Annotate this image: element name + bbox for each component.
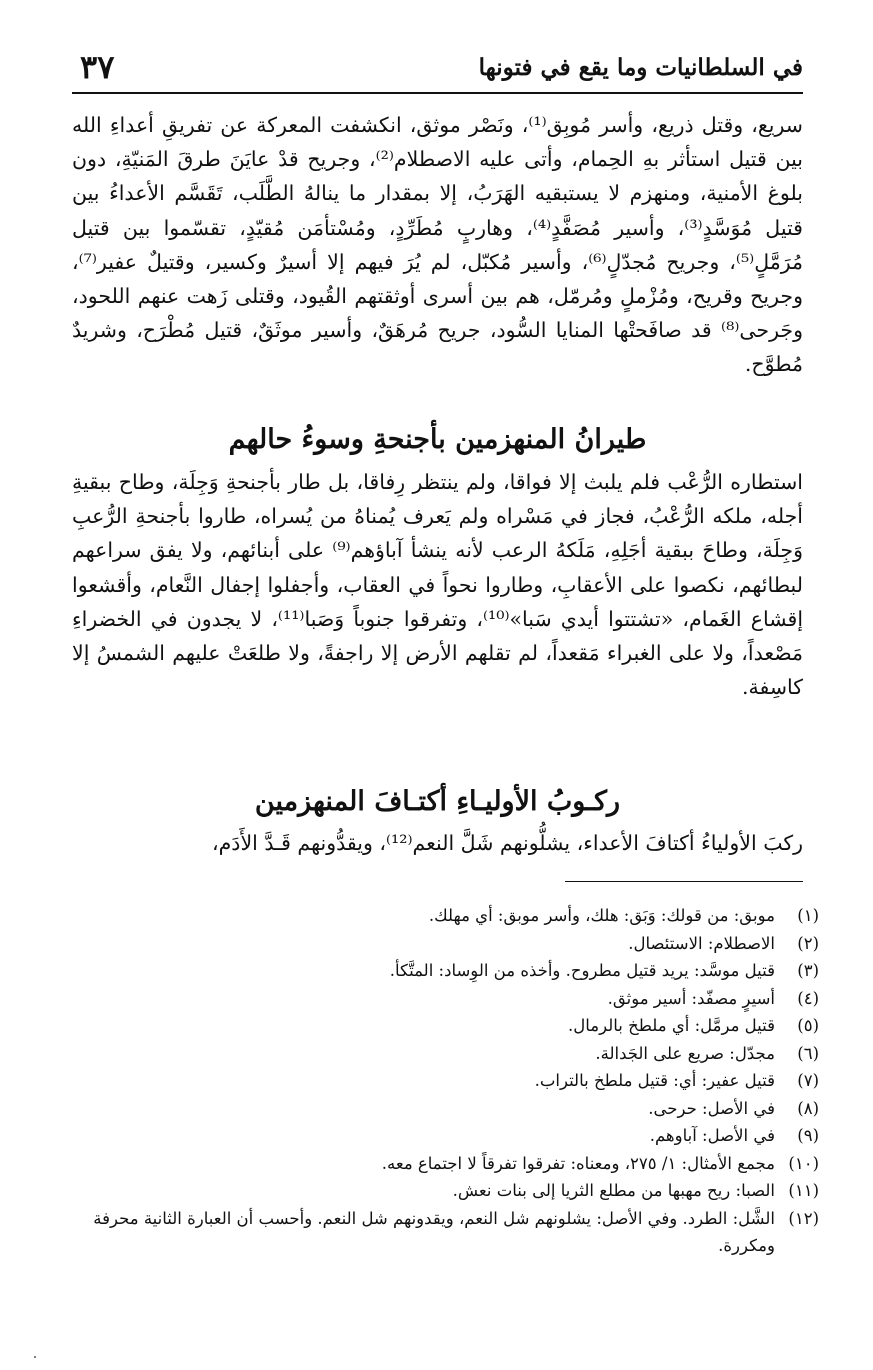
footnote-text: مجمع الأمثال: ١/ ٢٧٥، ومعناه: تفرقوا تفرقاً لا اجتماع معه. — [381, 1153, 775, 1173]
footnote-item — [72, 1150, 819, 1178]
footnote-text: في الأصل: آباوهم. — [649, 1126, 775, 1145]
footnote-number: (٧) — [797, 1071, 819, 1090]
footnote-number: (٨) — [797, 1098, 819, 1118]
header-rule — [72, 92, 803, 94]
footnote-item — [72, 1012, 819, 1040]
footnote-text: قتيل مرمَّل: أي ملطخ بالرمال. — [568, 1016, 775, 1035]
footnote-text: قتيل موسَّد: يريد قتيل مطروح. وأخذه من الوِساد: المتَّكأ. — [389, 961, 775, 980]
footnote-text: موبق: من قولك: وَبَق: هلك، وأسر موبق: أي مهلك. — [428, 906, 775, 925]
footnote-item — [72, 930, 819, 958]
footnote-number: (١٢) — [788, 1208, 819, 1228]
footnote-item — [72, 1205, 819, 1260]
footnote-item — [72, 1122, 819, 1150]
footnote-text: في الأصل: حرحى. — [648, 1098, 775, 1118]
footnotes-list — [72, 902, 819, 1260]
footnote-item — [72, 985, 819, 1013]
footnote-number: (١) — [797, 906, 819, 925]
footnote-number: (٩) — [797, 1126, 819, 1145]
footnote-number: (٢) — [797, 933, 819, 953]
page-header — [72, 46, 803, 90]
footnote-text: الصبا: ريح مهبها من مطلع الثريا إلى بنات نعش. — [452, 1181, 775, 1200]
footnote-text: الشَّل: الطرد. وفي الأصل: يشلونهم شل النعم، ويقدونهم شل النعم. وأحسب أن العبارة الثانية محرفة ومكررة. — [93, 1208, 775, 1255]
section-heading-pursuit: ركـوبُ الأوليـاءِ أكتـافَ المنهزمين — [254, 786, 621, 817]
footnote-item — [72, 1040, 819, 1068]
footnote-text: أسيرٍ مصفّد: أسير موثق. — [607, 988, 775, 1008]
footnote-text: الاصطلام: الاستئصال. — [628, 933, 775, 953]
footnote-number: (٣) — [797, 961, 819, 980]
page-number: ٣٧ — [80, 48, 115, 86]
footnote-item — [72, 1095, 819, 1123]
footnote-item — [72, 1067, 819, 1095]
footnote-number: (٤) — [797, 988, 819, 1008]
intro-paragraph: سريع، وقتل ذريع، وأسر مُوبِق⁽¹⁾، ونَصْر موثق، انكشفت المعركة عن تفريقِ أعداءِ الله بين قتيل استأثر بهِ الحِمام، وأتى عليه الاصطلام⁽²⁾، وجريح قدْ عايَنَ طرقَ المَنيّةِ، دون بلوغ الأمنية، ومنهزم لا يستبقيه الهَرَبُ، إلا بمقدار ما ينالهُ الطَّلَب، تَقَسَّم الأعداءُ بين قتيل مُوَسَّدٍ⁽³⁾، وأسير مُصَفَّدٍ⁽⁴⁾، وهاربٍ مُطَرِّدٍ، ومُسْتأمَن مُقيّدٍ، تقسّموا بين قتيل مُرَمَّلٍ⁽⁵⁾، وجريح مُجدّلٍ⁽⁶⁾، وأسير مُكبّل، لم يُرَ فيهم إلا أسيرٌ وكسير، وقتيلٌ عفير⁽⁷⁾، وجريح وقريح، ومُزْملٍ ومُرمّل، هم بين أسرى أوثقتهم القُيود، وقتلى زَهت عنهم اللحود، وجَرحى⁽⁸⁾ قد صافَحتْها المنايا السُّود، جريح مُرهَقٌ، وأسير موثَقٌ، قتيل مُطْرَح، وشريدٌ مُطوَّح. — [72, 113, 803, 377]
running-title: في السلطانيات وما يقع في فتونها — [478, 54, 803, 81]
footnote-item — [72, 902, 819, 930]
footnote-text: قتيل عفير: أي: قتيل ملطخ بالتراب. — [534, 1071, 775, 1090]
footnote-text: مجدّل: صريع على الجَدالة. — [595, 1043, 775, 1063]
scan-speck — [34, 1356, 36, 1358]
flight-paragraph: استطاره الرُّعْب فلم يلبث إلا فواقا، ولم ينتظر رِفاقا، بل طار بأجنحةِ وَجِلَة، وطاح ببقيةِ أجله، ملكه الرُّعْبُ، فجاز في مَسْراه ولم يَعرف يُمناهُ من يُسراه، طاروا بأجنحةِ الرُّعبِ وَجِلَة، وطاحَ ببقية أجَلِهِ، مَلَكهُ الرعب لأنه ينشأ آباؤهم⁽⁹⁾ على أبنائهم، ولا يفق سراعهم لبطائهم، نكصوا على الأعقابِ، وطاروا نحواً في العقاب، وأجفلوا إجفال النَّعام، وأقشعوا إقشاع الغَمام، «تشتتوا أيدي سَبا»⁽¹⁰⁾، وتفرقوا جنوباً وَصَبا⁽¹¹⁾، لا يجدون في الخضراءِ مَصْعداً، ولا على الغبراء مَقعداً، لم تقلهم الأرض إلا راجفةً، ولا طلعَتْ عليهم الشمسُ إلا كاسِفة. — [72, 470, 804, 700]
footnote-item — [72, 957, 819, 985]
footnote-separator — [565, 881, 803, 882]
pursuit-paragraph: ركبَ الأولياءُ أكتافَ الأعداء، يشلُّونهم شَلَّ النعم⁽¹²⁾، ويقدُّونهم قَـدَّ الأَدَم، — [212, 831, 803, 855]
footnote-item — [72, 1177, 819, 1205]
section-heading-flight: طيرانُ المنهزمين بأجنحةِ وسوءُ حالهم — [228, 424, 647, 455]
footnote-number: (١٠) — [788, 1153, 819, 1173]
footnote-number: (٦) — [797, 1043, 819, 1063]
footnote-number: (٥) — [797, 1016, 819, 1035]
footnote-number: (١١) — [788, 1181, 819, 1200]
